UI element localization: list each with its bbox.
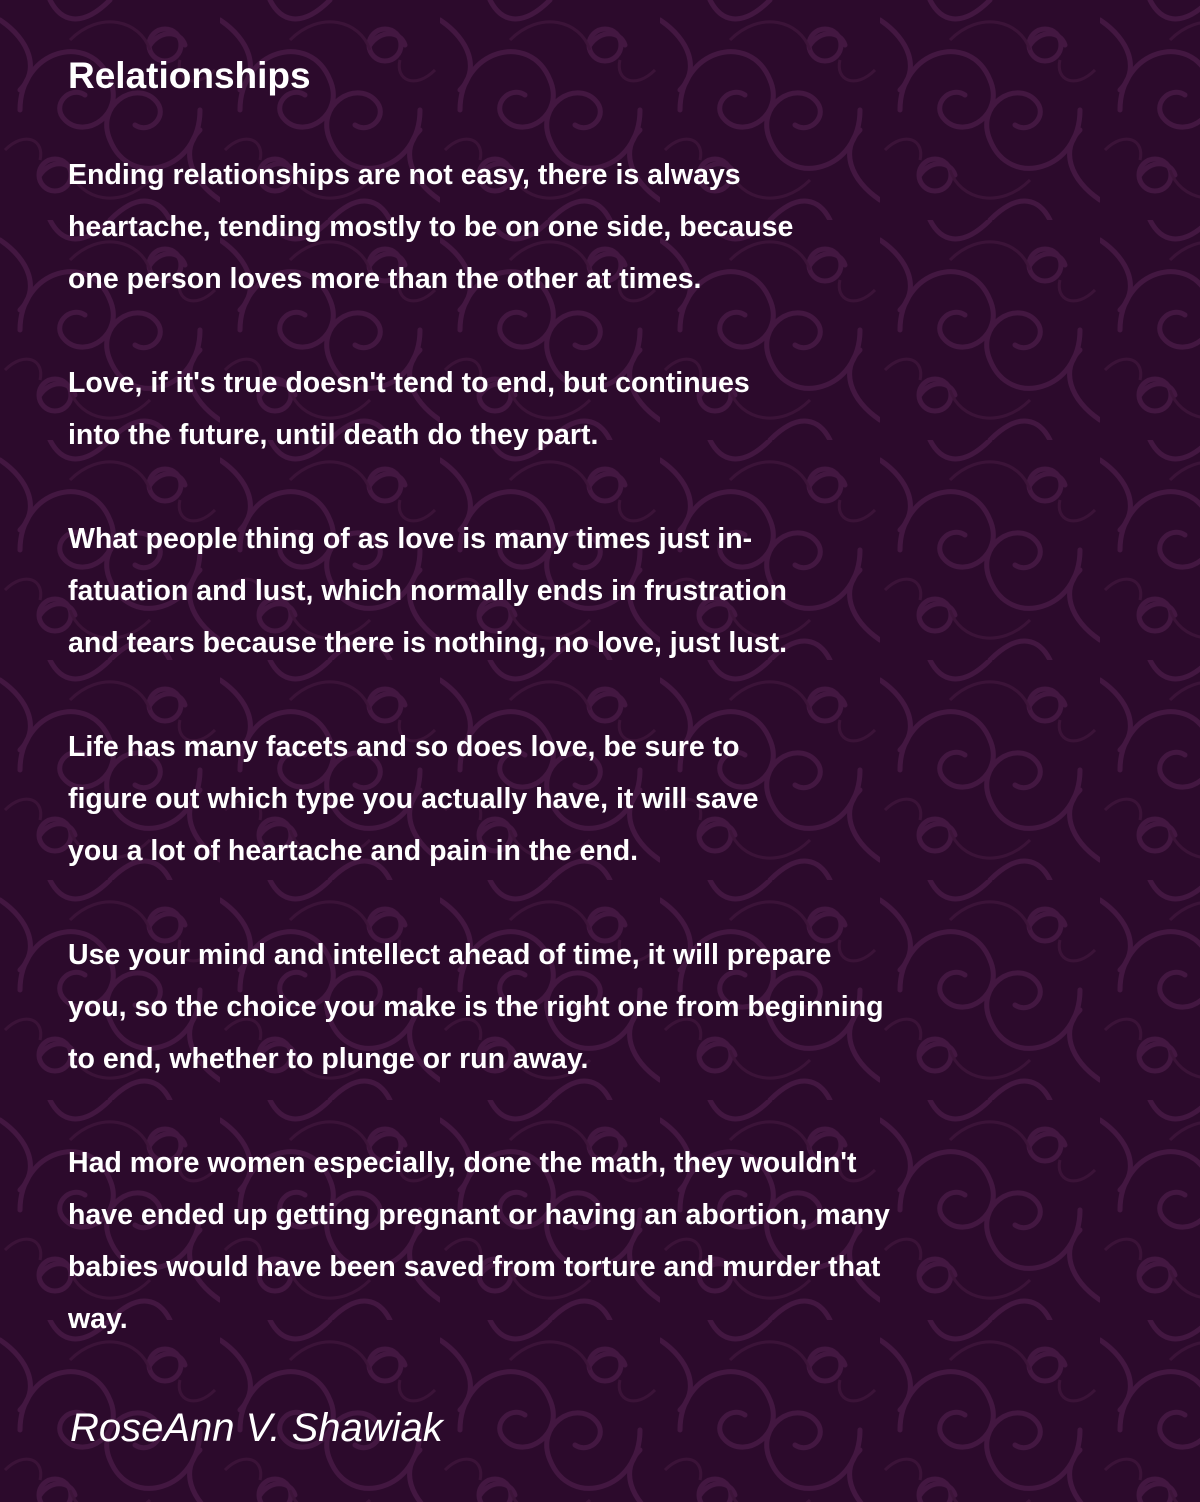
poem-stanza — [68, 149, 1148, 305]
poem-line: and tears because there is nothing, no love, just lust. — [68, 627, 787, 659]
poem-line: Ending relationships are not easy, there is always — [68, 159, 741, 191]
poem-line: Life has many facets and so does love, be sure to — [68, 731, 740, 763]
poem-stanza — [68, 721, 1148, 877]
poem-stanza — [68, 357, 1148, 461]
poem-line: fatuation and lust, which normally ends in frustration — [68, 575, 787, 607]
poem-title: Relationships — [68, 55, 311, 96]
poem-stanza — [68, 929, 1148, 1085]
poem-line: to end, whether to plunge or run away. — [68, 1043, 589, 1075]
poem-line: into the future, until death do they part. — [68, 419, 599, 451]
poem-line: Had more women especially, done the math, they wouldn't — [68, 1147, 857, 1179]
poem-line: you, so the choice you make is the right one from beginning — [68, 991, 884, 1023]
poem-line: Use your mind and intellect ahead of time, it will prepare — [68, 939, 832, 971]
poem-author: RoseAnn V. Shawiak — [70, 1406, 443, 1450]
poem-line: way. — [68, 1303, 128, 1335]
poem-stanza — [68, 513, 1148, 669]
poem-line: have ended up getting pregnant or having an abortion, many — [68, 1199, 890, 1231]
poem-line: babies would have been saved from torture and murder that — [68, 1251, 881, 1283]
poem-line: figure out which type you actually have, it will save — [68, 783, 759, 815]
poem-line: you a lot of heartache and pain in the end. — [68, 835, 639, 867]
poem-line: heartache, tending mostly to be on one side, because — [68, 211, 794, 243]
poem-stanza — [68, 1137, 1148, 1345]
poem-body — [68, 149, 1148, 1397]
poem-line: one person loves more than the other at times. — [68, 263, 702, 295]
poem-line: Love, if it's true doesn't tend to end, but continues — [68, 367, 750, 399]
poem-line: What people thing of as love is many times just in- — [68, 523, 753, 555]
